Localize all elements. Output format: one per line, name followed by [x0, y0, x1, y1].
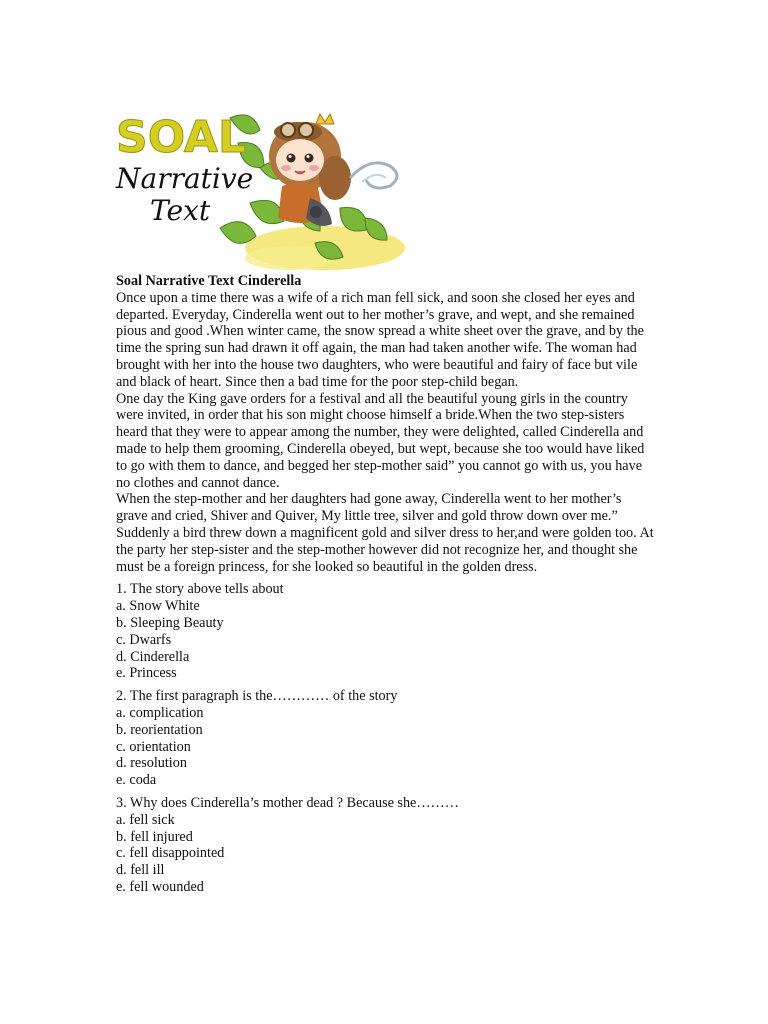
question-text: 3. Why does Cinderella’s mother dead ? Because she………: [116, 794, 459, 811]
answer-option: c. fell disappointed: [116, 845, 225, 862]
question-text: 1. The story above tells about: [116, 581, 284, 598]
answer-option: c. Dwarfs: [116, 631, 172, 648]
question-2: [116, 688, 656, 789]
soal-narrative-text-logo: [110, 108, 410, 270]
answer-option: b. reorientation: [116, 721, 203, 738]
answer-option: e. coda: [116, 772, 157, 789]
story-paragraph-1: Once upon a time there was a wife of a rich man fell sick, and soon she closed her eyes and departed. Everyday, Cinderella went out to her mother’s grave, and wept, and she remained pious and good .When winter came, the snow spread a white sheet over the grave, and by the time the spring sun had drawn it off again, the man had taken another wife. The woman had brought with her into the house two daughters, who were beautiful and fairy of face but vile and black of heart. Since then a bad time for the poor step-child began.: [116, 289, 644, 390]
question-1: [116, 581, 656, 682]
logo-word-text: Text: [150, 194, 211, 227]
document-content: [116, 273, 656, 896]
question-3: [116, 795, 656, 896]
story-paragraph-3: When the step-mother and her daughters had gone away, Cinderella went to her mother’s grave and cried, Shiver and Quiver, My little tree, silver and gold throw down over me.” Suddenly a bird threw down a magnificent gold and silver dress to her,and were golden too. At the party her step-sister and the step-mother however did not recognize her, and thought she must be a foreign princess, for she looked so beautiful in the golden dress.: [116, 491, 654, 575]
answer-option: b. Sleeping Beauty: [116, 614, 224, 631]
logo-word-narrative: Narrative: [116, 162, 254, 195]
cinderella-illustration: [110, 108, 410, 270]
answer-option: a. Snow White: [116, 598, 200, 615]
logo-word-soal: SOAL: [116, 112, 247, 163]
answer-option: e. fell wounded: [116, 878, 204, 895]
answer-option: c. orientation: [116, 738, 191, 755]
answer-option: b. fell injured: [116, 828, 193, 845]
answer-option: d. resolution: [116, 755, 187, 772]
answer-option: a. complication: [116, 704, 204, 721]
answer-option: e. Princess: [116, 665, 177, 682]
answer-option: d. Cinderella: [116, 648, 190, 665]
answer-option: d. fell ill: [116, 862, 165, 879]
question-text: 2. The first paragraph is the………… of the story: [116, 688, 398, 705]
story-paragraph-2: One day the King gave orders for a festival and all the beautiful young girls in the country were invited, in order that his son might choose himself a bride.When the two step-sisters heard that they were to appear among the number, they were delighted, called Cinderella and made to help them grooming, Cinderella obeyed, but wept, because she too would have liked to go with them to dance, and begged her step-mother said” you cannot go with us, you have no clothes and cannot dance.: [116, 390, 645, 491]
answer-option: a. fell sick: [116, 811, 175, 828]
document-title: Soal Narrative Text Cinderella: [116, 273, 302, 289]
